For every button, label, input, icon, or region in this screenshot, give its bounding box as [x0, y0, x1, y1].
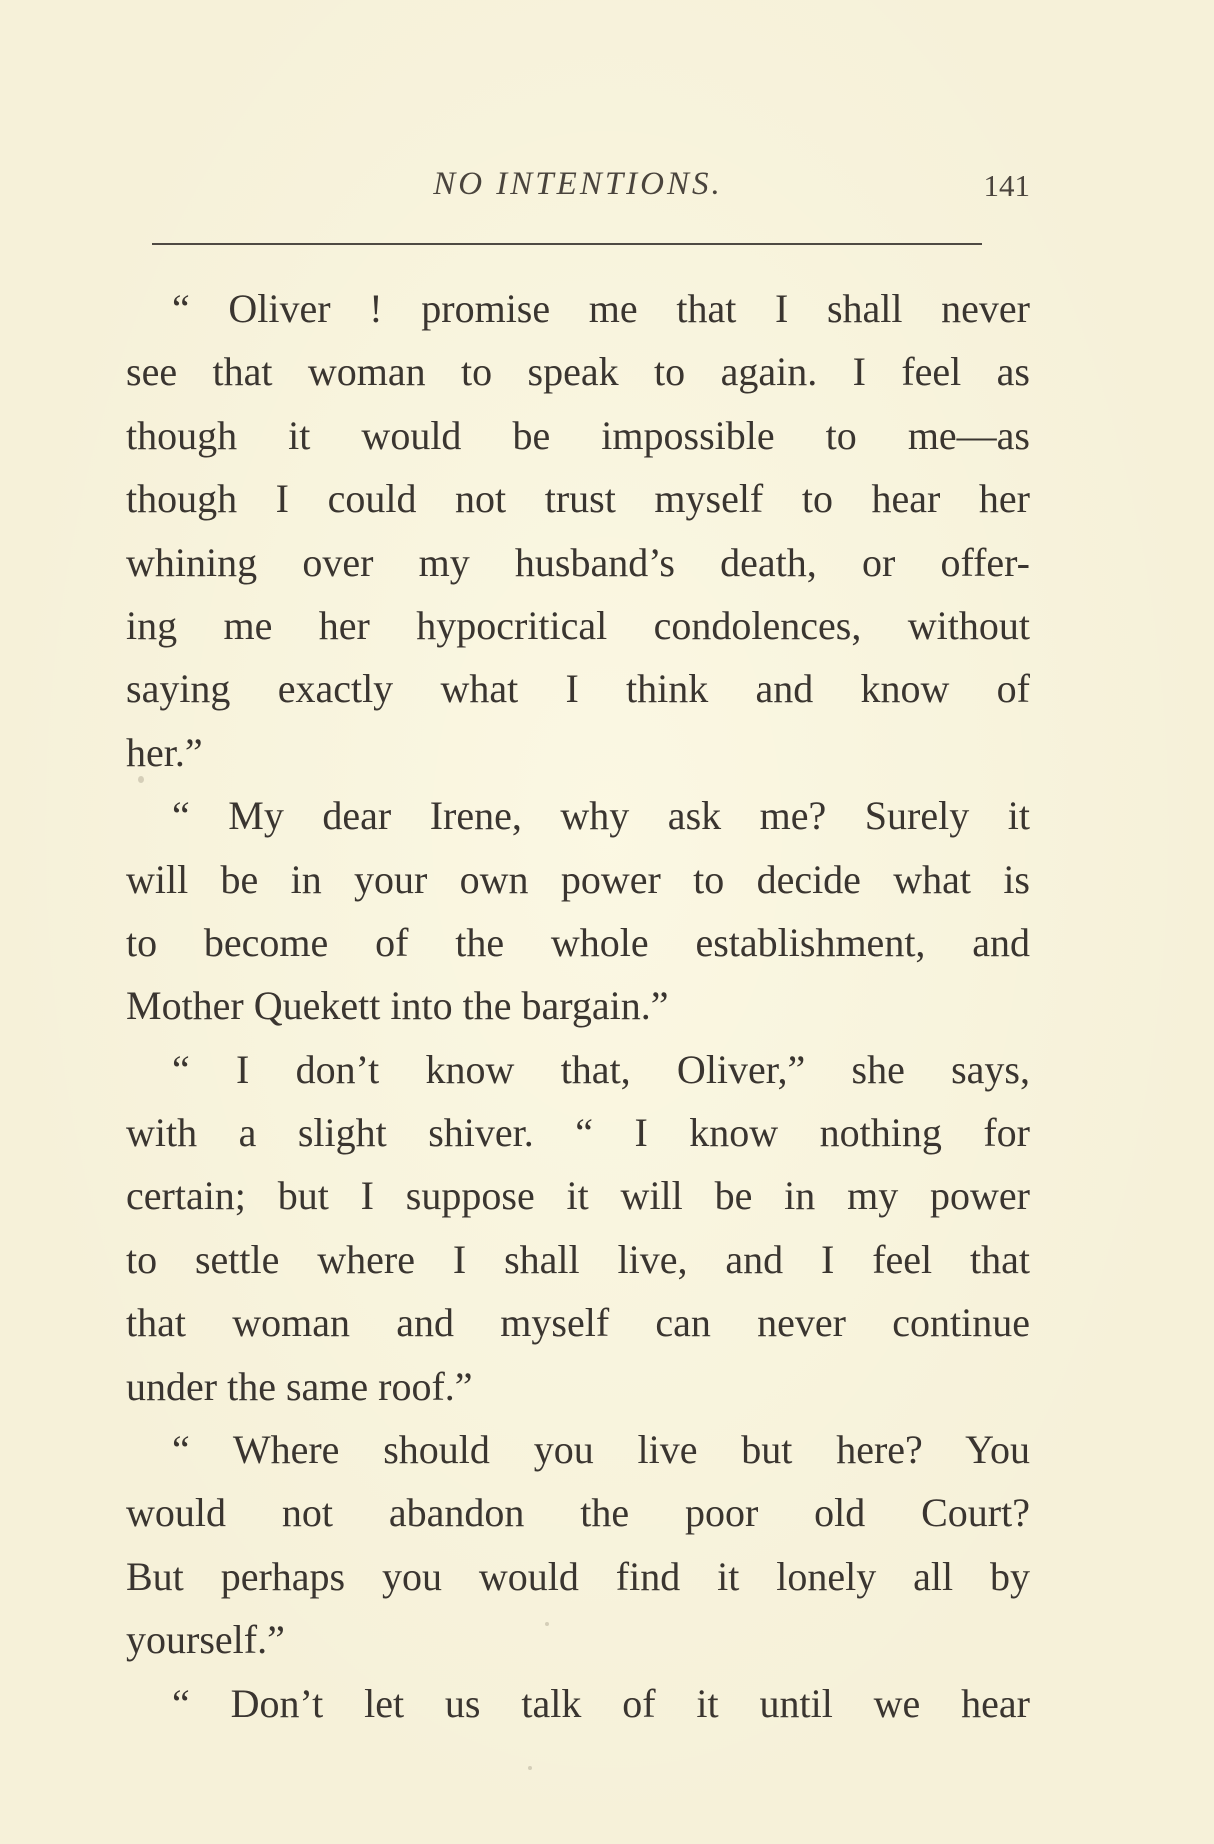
- paper-speck: [545, 1622, 549, 1626]
- text-line: certain; but I suppose it will be in my power: [126, 1173, 1030, 1219]
- text-line: “ My dear Irene, why ask me? Surely it: [172, 793, 1030, 839]
- text-line: saying exactly what I think and know of: [126, 666, 1030, 712]
- paper-speck: [528, 1766, 532, 1770]
- text-line: will be in your own power to decide what is: [126, 856, 1030, 902]
- body-text: [126, 277, 1030, 1735]
- text-line: whining over my husband’s death, or offer-: [126, 539, 1030, 585]
- text-line: to settle where I shall live, and I feel that: [126, 1236, 1030, 1282]
- text-line: “ Where should you live but here? You: [172, 1427, 1030, 1473]
- paper-speck: [138, 776, 144, 783]
- running-head: [126, 166, 1030, 206]
- text-line: though it would be impossible to me—as: [126, 412, 1030, 458]
- text-line: would not abandon the poor old Court?: [126, 1490, 1030, 1536]
- text-line: to become of the whole establishment, and: [126, 919, 1030, 965]
- text-line: Mother Quekett into the bargain.”: [126, 983, 669, 1029]
- text-line: yourself.”: [126, 1617, 285, 1663]
- text-line: But perhaps you would find it lonely all by: [126, 1553, 1030, 1599]
- page-number: 141: [983, 168, 1030, 203]
- text-line: that woman and myself can never continue: [126, 1300, 1030, 1346]
- text-line: “ I don’t know that, Oliver,” she says,: [172, 1046, 1030, 1092]
- running-title: NO INTENTIONS.: [433, 166, 723, 202]
- text-line: her.”: [126, 729, 203, 775]
- text-line: “ Don’t let us talk of it until we hear: [172, 1680, 1030, 1726]
- text-line: “ Oliver ! promise me that I shall never: [172, 286, 1030, 331]
- text-line: under the same roof.”: [126, 1363, 473, 1409]
- text-line: ing me her hypocritical condolences, without: [126, 602, 1030, 648]
- text-line: see that woman to speak to again. I feel as: [126, 349, 1030, 395]
- text-line: with a slight shiver. “ I know nothing for: [126, 1110, 1030, 1156]
- text-line: though I could not trust myself to hear her: [126, 476, 1030, 522]
- header-rule: [152, 243, 982, 245]
